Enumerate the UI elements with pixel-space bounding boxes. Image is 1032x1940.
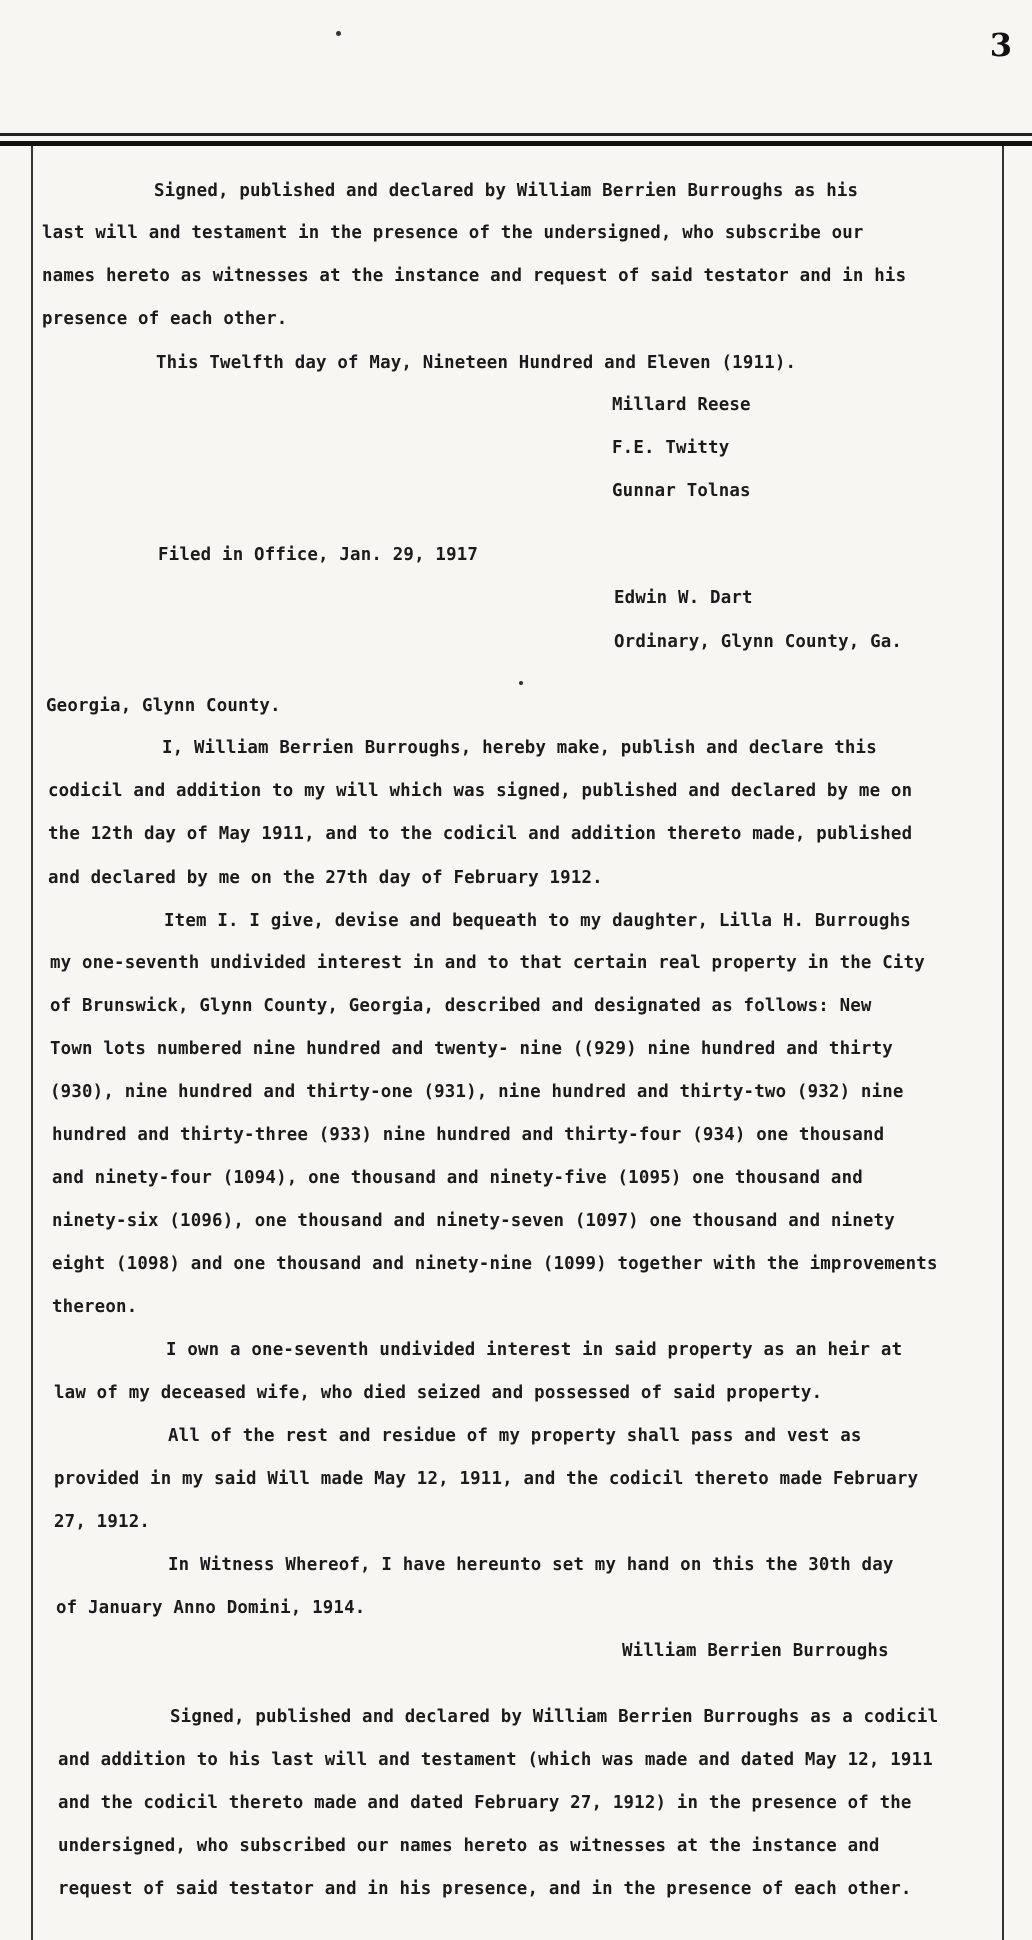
item-1-line: Town lots numbered nine hundred and twenty- nine ((929) nine hundred and thirty bbox=[50, 1039, 893, 1059]
codicil-intro-line: codicil and addition to my will which was signed, published and declared by me on bbox=[48, 781, 913, 801]
item-1-line: hundred and thirty-three (933) nine hundred and thirty-four (934) one thousand bbox=[52, 1125, 885, 1145]
ink-speck bbox=[519, 681, 523, 685]
item-1-line: ninety-six (1096), one thousand and ninety-seven (1097) one thousand and ninety bbox=[52, 1211, 895, 1231]
codicil-intro-line: I, William Berrien Burroughs, hereby make, publish and declare this bbox=[162, 738, 877, 758]
ink-speck bbox=[336, 31, 341, 36]
item-1-line: (930), nine hundred and thirty-one (931), nine hundred and thirty-two (932) nine bbox=[50, 1082, 904, 1102]
right-margin-rule bbox=[1002, 146, 1004, 1940]
codicil-intro-line: the 12th day of May 1911, and to the codicil and addition thereto made, published bbox=[48, 824, 913, 844]
item-1-line: thereon. bbox=[52, 1297, 138, 1317]
top-rule-heavy bbox=[0, 141, 1032, 146]
residue-line: 27, 1912. bbox=[54, 1512, 151, 1532]
witness-name: F.E. Twitty bbox=[612, 438, 730, 458]
residue-line: All of the rest and residue of my property shall pass and vest as bbox=[168, 1426, 862, 1446]
residue-line: provided in my said Will made May 12, 1911, and the codicil thereto made February bbox=[54, 1469, 919, 1489]
witness-name: Millard Reese bbox=[612, 395, 751, 415]
witness-whereof-line: of January Anno Domini, 1914. bbox=[56, 1598, 366, 1618]
item-1-line: my one-seventh undivided interest in and to that certain real property in the City bbox=[50, 953, 925, 973]
witness-clause-2-line: and the codicil thereto made and dated February 27, 1912) in the presence of the bbox=[58, 1793, 912, 1813]
witness-clause-2-line: undersigned, who subscribed our names hereto as witnesses at the instance and bbox=[58, 1836, 880, 1856]
page-number: 3 bbox=[989, 26, 1012, 64]
item-1-line: eight (1098) and one thousand and ninety-nine (1099) together with the improvements bbox=[52, 1254, 938, 1274]
left-margin-rule bbox=[31, 146, 33, 1940]
witness-name: Gunnar Tolnas bbox=[612, 481, 751, 501]
interest-line: I own a one-seventh undivided interest in said property as an heir at bbox=[166, 1340, 903, 1360]
interest-line: law of my deceased wife, who died seized and possessed of said property. bbox=[54, 1383, 823, 1403]
witness-clause-1-line: presence of each other. bbox=[42, 309, 288, 329]
witness-clause-1-line: Signed, published and declared by William Berrien Burroughs as his bbox=[154, 181, 859, 201]
witness-clause-2-line: Signed, published and declared by William Berrien Burroughs as a codicil bbox=[170, 1707, 939, 1727]
witness-clause-1-line: last will and testament in the presence of the undersigned, who subscribe our bbox=[42, 223, 864, 243]
item-1-line: and ninety-four (1094), one thousand and ninety-five (1095) one thousand and bbox=[52, 1168, 863, 1188]
witness-clause-2-line: request of said testator and in his presence, and in the presence of each other. bbox=[58, 1879, 912, 1899]
witness-date-line: This Twelfth day of May, Nineteen Hundred and Eleven (1911). bbox=[156, 353, 797, 373]
item-1-line: of Brunswick, Glynn County, Georgia, described and designated as follows: New bbox=[50, 996, 872, 1016]
item-1-line: Item I. I give, devise and bequeath to my daughter, Lilla H. Burroughs bbox=[164, 911, 911, 931]
official-title: Ordinary, Glynn County, Ga. bbox=[614, 632, 903, 652]
witness-clause-2-line: and addition to his last will and testament (which was made and dated May 12, 1911 bbox=[58, 1750, 933, 1770]
codicil-intro-line: and declared by me on the 27th day of February 1912. bbox=[48, 868, 603, 888]
codicil-heading: Georgia, Glynn County. bbox=[46, 696, 281, 716]
filing-line: Filed in Office, Jan. 29, 1917 bbox=[158, 545, 479, 565]
testator-signature: William Berrien Burroughs bbox=[622, 1641, 889, 1661]
official-name: Edwin W. Dart bbox=[614, 588, 753, 608]
witness-whereof-line: In Witness Whereof, I have hereunto set my hand on this the 30th day bbox=[168, 1555, 894, 1575]
top-rule bbox=[0, 133, 1032, 136]
witness-clause-1-line: names hereto as witnesses at the instance and request of said testator and in his bbox=[42, 266, 907, 286]
